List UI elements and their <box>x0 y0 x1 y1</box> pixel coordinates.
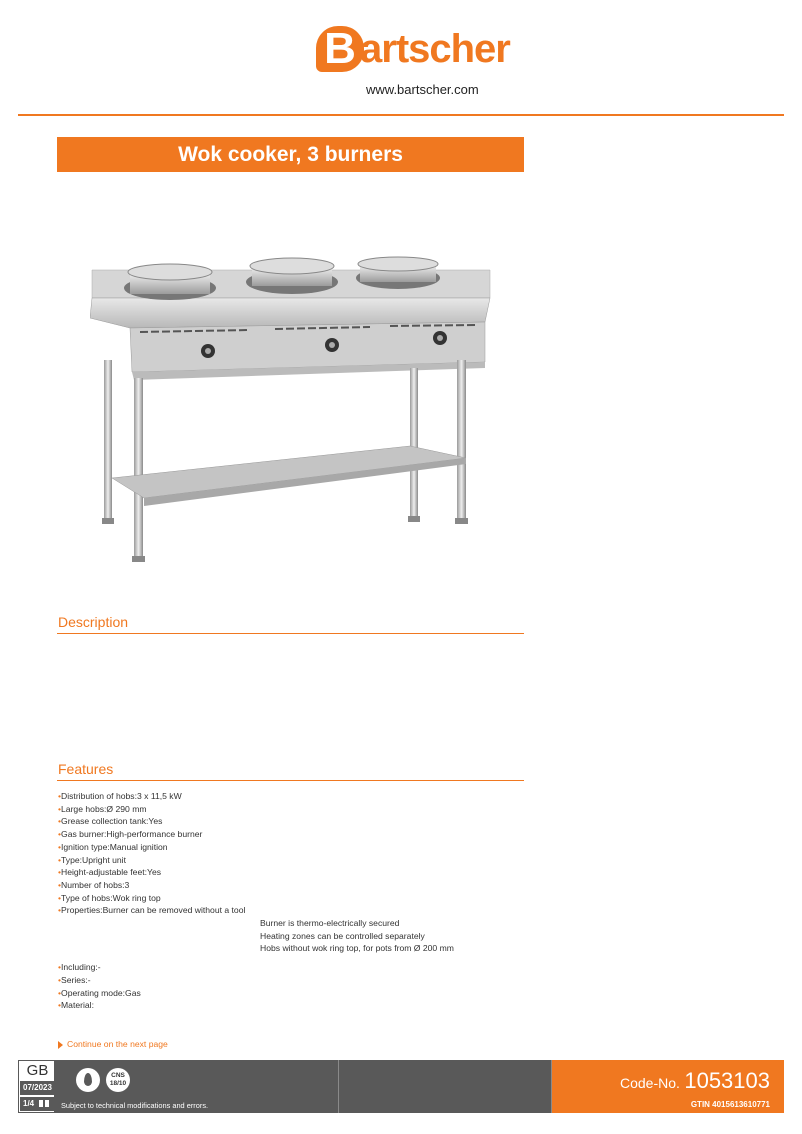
triangle-right-icon <box>58 1041 63 1049</box>
gas-flame-icon <box>76 1068 100 1092</box>
list-item: •Operating mode:Gas <box>58 987 141 998</box>
description-heading: Description <box>58 614 129 630</box>
continue-next-page-link[interactable] <box>58 1039 168 1049</box>
features-heading: Features <box>58 761 114 777</box>
language-code: GB <box>26 1062 49 1079</box>
list-item: •Properties:Burner can be removed without a tool <box>58 905 246 916</box>
list-item: •Series:- <box>58 974 91 985</box>
logo-wordmark: artscher <box>360 27 510 71</box>
website-link[interactable]: www.bartscher.com <box>366 82 479 97</box>
property-detail: Heating zones can be controlled separately <box>260 930 425 941</box>
list-item: •Gas burner:High-performance burner <box>58 829 203 840</box>
cns-material-icon: CNS 18/10 <box>106 1068 130 1092</box>
code-box <box>552 1060 784 1113</box>
header-divider <box>18 114 784 116</box>
product-image <box>90 250 500 570</box>
list-item: •Grease collection tank:Yes <box>58 816 163 827</box>
list-item: •Ignition type:Manual ignition <box>58 841 168 852</box>
footer-bar <box>18 1060 784 1113</box>
edition-date: 07/2023 <box>20 1081 55 1095</box>
features-divider <box>57 780 524 781</box>
list-item: •Type of hobs:Wok ring top <box>58 892 161 903</box>
list-item: •Number of hobs:3 <box>58 879 130 890</box>
list-item: •Distribution of hobs:3 x 11,5 kW <box>58 791 182 801</box>
list-item: •Type:Upright unit <box>58 854 126 865</box>
product-code: Code-No. 1053103 <box>619 1068 770 1093</box>
description-divider <box>57 633 524 634</box>
list-item: •Including:- <box>58 962 101 973</box>
features-list <box>58 790 454 1012</box>
footer-divider <box>338 1060 339 1113</box>
book-icon <box>39 1100 49 1107</box>
page-number: 1/4 <box>20 1097 55 1111</box>
list-item: •Height-adjustable feet:Yes <box>58 867 162 878</box>
list-item: •Material: <box>58 1000 94 1011</box>
disclaimer-text: Subject to technical modifications and errors. <box>61 1101 209 1110</box>
property-detail: Hobs without wok ring top, for pots from Ø 200 mm <box>260 943 454 954</box>
list-item: •Large hobs:Ø 290 mm <box>58 803 147 814</box>
gtin-number: GTIN 4015613610771 <box>690 1100 770 1109</box>
bartscher-logo <box>316 24 510 76</box>
property-detail: Burner is thermo-electrically secured <box>260 918 400 929</box>
continue-label: Continue on the next page <box>67 1039 168 1049</box>
page-info-box <box>18 1060 55 1113</box>
product-title: Wok cooker, 3 burners <box>57 137 524 172</box>
logo-letter: B <box>316 26 364 72</box>
